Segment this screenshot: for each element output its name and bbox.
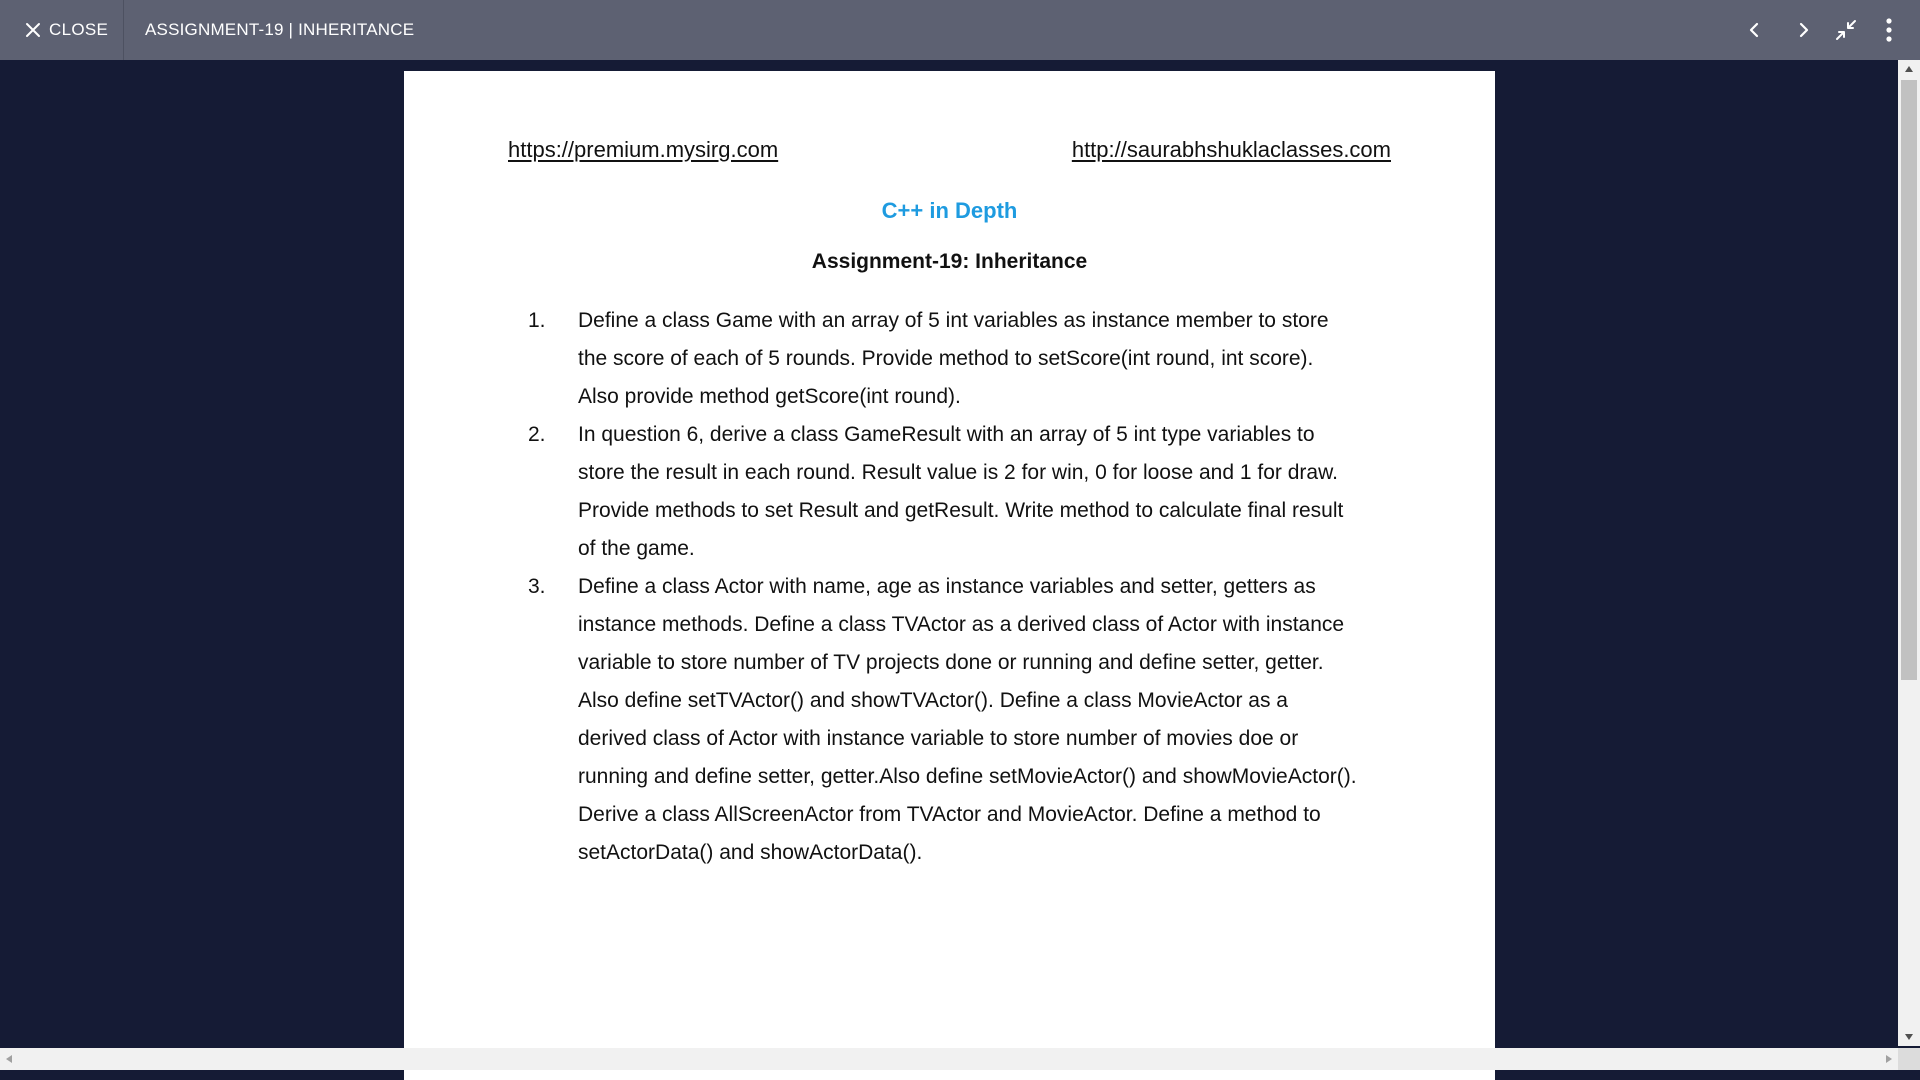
question-line: setActorData() and showActorData(). (578, 841, 923, 864)
vertical-scroll-thumb[interactable] (1901, 80, 1917, 680)
close-button[interactable] (0, 0, 124, 60)
question-line: of the game. (578, 537, 695, 560)
more-vert-icon (1885, 18, 1893, 42)
question-line: Define a class Actor with name, age as instance variables and setter, getters as (578, 575, 1316, 598)
exit-fullscreen-button[interactable] (1830, 14, 1862, 46)
question-line: store the result in each round. Result value is 2 for win, 0 for loose and 1 for draw. (578, 461, 1338, 484)
scroll-right-arrow[interactable] (1880, 1048, 1898, 1070)
question-number: 1. (528, 309, 546, 332)
triangle-left-icon (6, 1055, 12, 1063)
question-number: 3. (528, 575, 546, 598)
next-button[interactable] (1788, 14, 1820, 46)
question-line: instance methods. Define a class TVActor as a derived class of Actor with instance (578, 613, 1345, 636)
question-item (528, 416, 1388, 568)
previous-button[interactable] (1738, 14, 1770, 46)
question-item (528, 568, 1388, 872)
close-label: CLOSE (49, 20, 109, 39)
triangle-down-icon (1905, 1034, 1913, 1040)
question-line: variable to store number of TV projects done or running and define setter, getter. (578, 651, 1324, 674)
question-line: Provide methods to set Result and getResult. Write method to calculate final result (578, 499, 1344, 522)
question-line: Derive a class AllScreenActor from TVActor and MovieActor. Define a method to (578, 803, 1321, 826)
question-line: derived class of Actor with instance variable to store number of movies doe or (578, 727, 1299, 750)
question-line: Also provide method getScore(int round). (578, 385, 961, 408)
question-line: Also define setTVActor() and showTVActor(). Define a class MovieActor as a (578, 689, 1288, 712)
course-title: C++ in Depth (881, 198, 1018, 223)
question-text (578, 416, 1343, 568)
triangle-right-icon (1886, 1055, 1892, 1063)
assignment-title: Assignment-19: Inheritance (811, 250, 1088, 273)
close-icon (25, 22, 41, 38)
question-line: In question 6, derive a class GameResult with an array of 5 int type variables to (578, 423, 1315, 446)
question-line: running and define setter, getter.Also define setMovieActor() and showMovieActor(). (578, 765, 1357, 788)
more-options-button[interactable] (1873, 14, 1905, 46)
chevron-left-icon (1747, 21, 1761, 39)
question-text (578, 302, 1329, 416)
exit-fullscreen-icon (1834, 18, 1858, 42)
question-list (528, 302, 1388, 872)
scroll-down-arrow[interactable] (1898, 1028, 1920, 1046)
document-viewer (0, 60, 1920, 1080)
question-text (578, 568, 1357, 872)
document-title: ASSIGNMENT-19 | INHERITANCE (145, 20, 415, 39)
chevron-right-icon (1797, 21, 1811, 39)
triangle-up-icon (1905, 66, 1913, 72)
vertical-scrollbar[interactable] (1898, 60, 1920, 1046)
horizontal-scrollbar[interactable] (0, 1048, 1898, 1070)
pdf-page (404, 71, 1495, 1080)
question-line: Define a class Game with an array of 5 int variables as instance member to store (578, 309, 1329, 332)
scrollbar-corner (1898, 1048, 1920, 1070)
scroll-up-arrow[interactable] (1898, 60, 1920, 78)
scroll-left-arrow[interactable] (0, 1048, 18, 1070)
question-number: 2. (528, 423, 546, 446)
link-premium-mysirg[interactable]: https://premium.mysirg.com (508, 137, 779, 162)
question-line: the score of each of 5 rounds. Provide method to setScore(int round, int score). (578, 347, 1314, 370)
top-toolbar (0, 0, 1920, 60)
question-item (528, 302, 1388, 416)
link-saurabhshuklaclasses[interactable]: http://saurabhshuklaclasses.com (1071, 137, 1391, 162)
